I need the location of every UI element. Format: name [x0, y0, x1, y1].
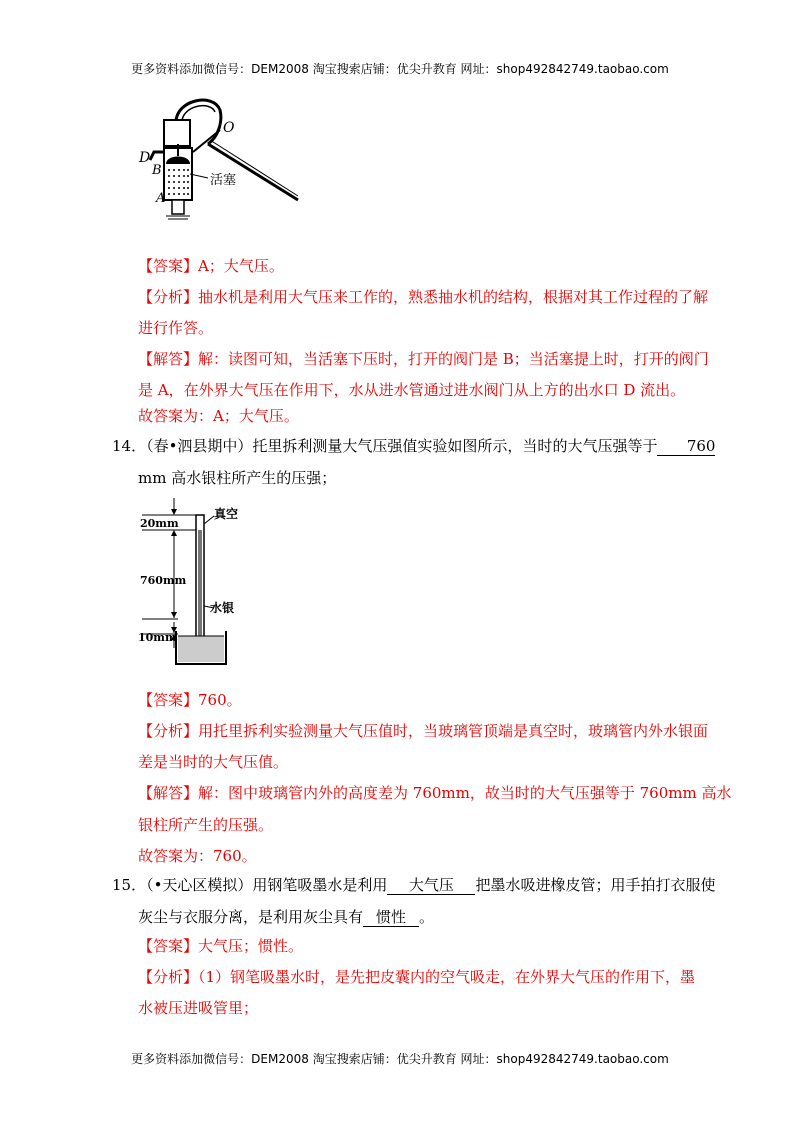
label-o: O — [223, 120, 235, 136]
pump-figure — [138, 92, 308, 220]
analysis-13-line2: 进行作答。 — [138, 319, 214, 337]
question-15-blank1: 大气压 — [387, 877, 475, 895]
label-760mm: 760mm — [140, 574, 187, 587]
analysis-15-line2: 水被压进吸管里； — [138, 999, 259, 1017]
label-20mm: 20mm — [140, 517, 179, 530]
label-a: A — [156, 191, 166, 206]
analysis-14-line2: 差是当时的大气压值。 — [138, 753, 289, 771]
final-14: 故答案为：760。 — [138, 847, 257, 865]
question-15-text-c: 灰尘与衣服分离，是利用灰尘具有 — [138, 908, 364, 926]
solution-14-line1: 【解答】解：图中玻璃管内外的高度差为 760mm，故当时的大气压强等于 760mm 高水 — [138, 784, 732, 802]
label-b: B — [152, 163, 162, 178]
answer-14: 【答案】760。 — [138, 691, 242, 709]
page-header: 更多资料添加微信号：DEM2008 淘宝搜索店铺：优尖升教育 网址：shop492842749.taobao.com — [131, 62, 669, 76]
answer-15: 【答案】大气压；惯性。 — [138, 937, 304, 955]
torricelli-figure — [138, 496, 258, 668]
solution-13-line1: 【解答】解：读图可知，当活塞下压时，打开的阀门是 B；当活塞提上时，打开的阀门 — [138, 350, 709, 368]
question-14-text: 14．（春•泗县期中）托里拆利测量大气压强值实验如图所示，当时的大气压强等于 — [112, 437, 658, 455]
label-vacuum: 真空 — [214, 507, 239, 521]
question-15-text-a: 15．（•天心区模拟）用钢笔吸墨水是利用 — [112, 876, 388, 894]
solution-13-line2: 是 A，在外界大气压在作用下，水从进水管通过进水阀门从上方的出水口 D 流出。 — [138, 381, 686, 399]
question-14-line2: mm 高水银柱所产生的压强； — [138, 469, 337, 487]
question-15-text-b: 把墨水吸进橡皮管；用手拍打衣服使 — [475, 876, 716, 894]
analysis-13-line1: 【分析】抽水机是利用大气压来工作的，熟悉抽水机的结构，根据对其工作过程的了解 — [138, 288, 709, 306]
analysis-15-line1: 【分析】（1）钢笔吸墨水时，是先把皮囊内的空气吸走，在外界大气压的作用下，墨 — [138, 968, 696, 986]
question-15-blank2: 惯性 — [363, 909, 419, 927]
final-13: 故答案为：A；大气压。 — [138, 407, 299, 425]
label-10mm: 10mm — [138, 631, 177, 644]
question-14-blank: 760 — [657, 438, 715, 456]
label-d: D — [139, 150, 151, 166]
question-14-line1 — [112, 436, 715, 456]
question-15-line1 — [112, 875, 715, 895]
analysis-14-line1: 【分析】用托里拆利实验测量大气压值时，当玻璃管顶端是真空时，玻璃管内外水银面 — [138, 722, 709, 740]
answer-13: 【答案】A；大气压。 — [138, 257, 284, 275]
label-mercury: 水银 — [210, 601, 235, 615]
label-piston: 活塞 — [210, 173, 237, 188]
question-15-text-d: 。 — [419, 908, 435, 926]
question-15-line2 — [138, 907, 434, 927]
solution-14-line2: 银柱所产生的压强。 — [138, 816, 274, 834]
page-footer: 更多资料添加微信号：DEM2008 淘宝搜索店铺：优尖升教育 网址：shop492842749.taobao.com — [131, 1052, 669, 1066]
